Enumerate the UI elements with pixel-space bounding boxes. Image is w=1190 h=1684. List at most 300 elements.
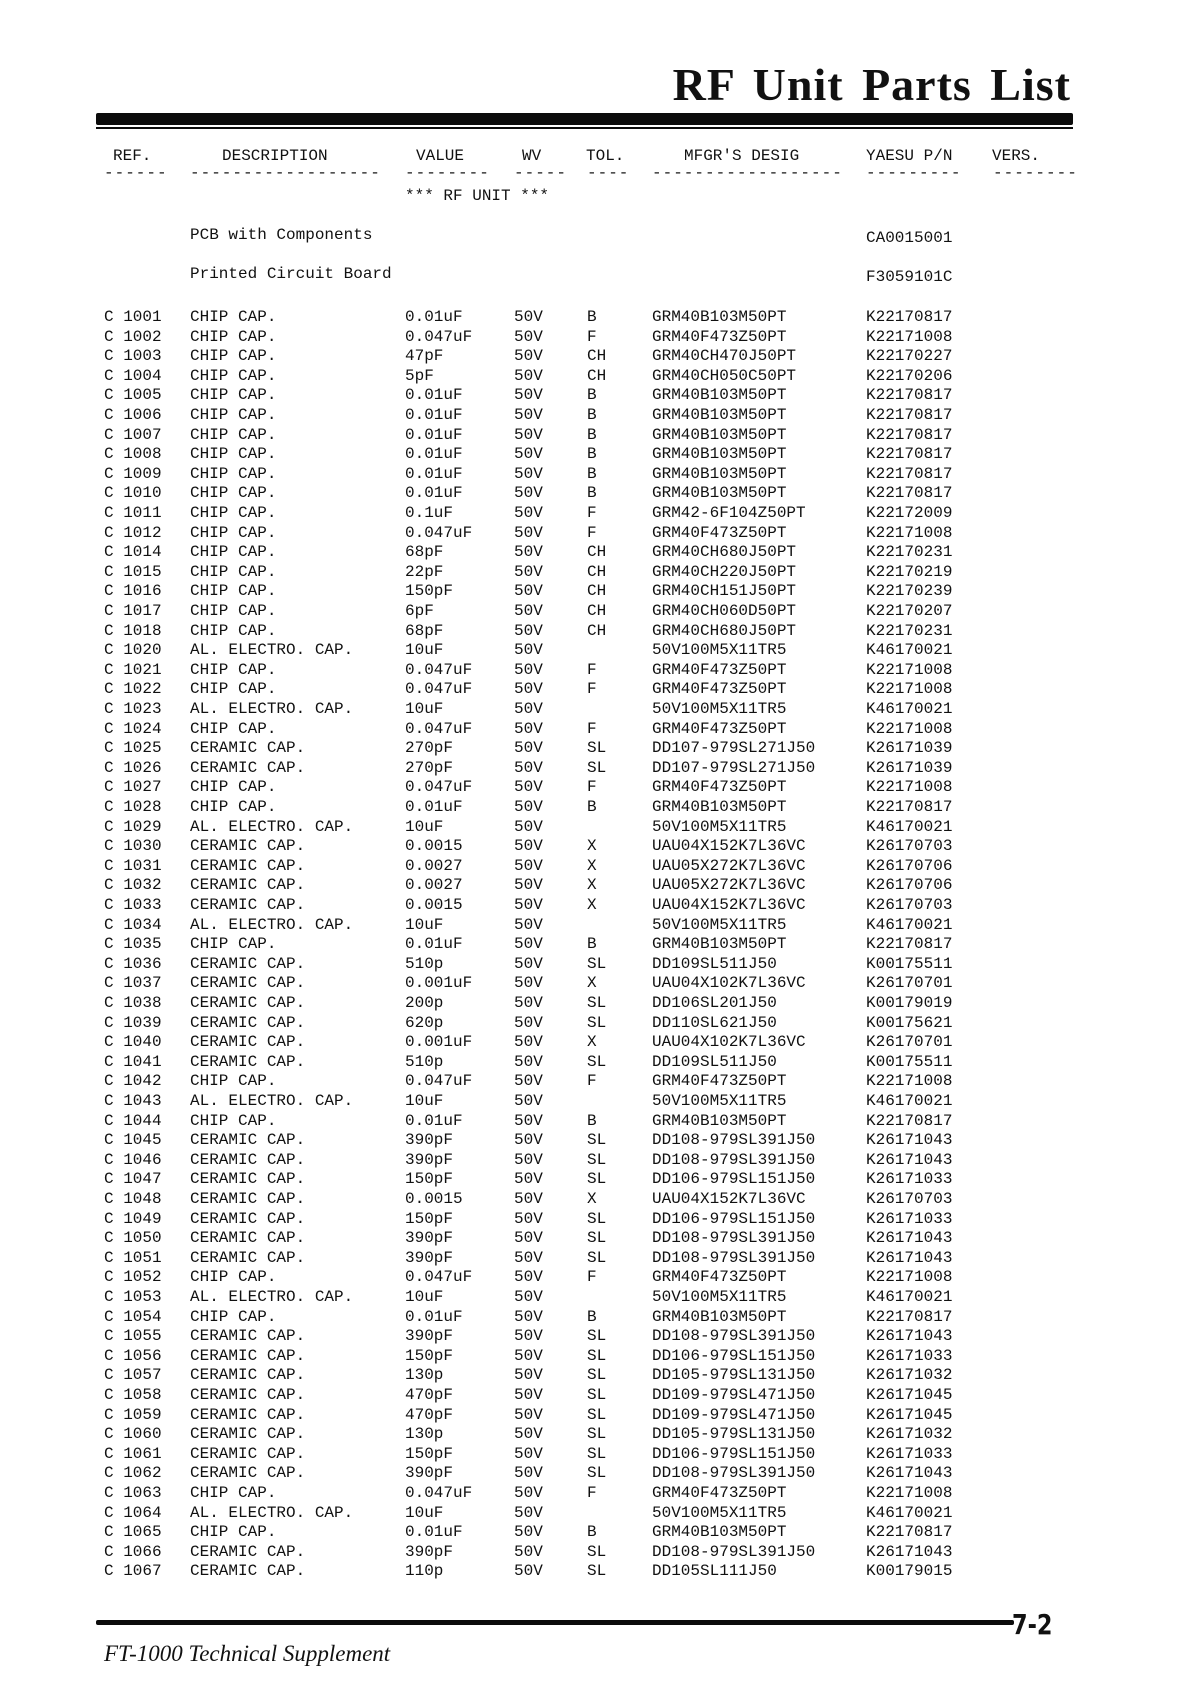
wv-cell: 50V (514, 1386, 543, 1404)
wv-cell: 50V (514, 700, 543, 718)
value-cell: 620p (405, 1013, 444, 1032)
wv-cell: 50V (514, 1092, 543, 1110)
description-cell: CERAMIC CAP. (190, 739, 306, 758)
value-cell: 110p (405, 1562, 444, 1581)
value-cell: 0.047uF (405, 660, 473, 679)
description-cell: CHIP CAP. (190, 1268, 277, 1287)
value-cell: 0.01uF (405, 1523, 463, 1542)
ref-cell: C 1040 (104, 1033, 162, 1052)
ref-cell: C 1005 (104, 386, 162, 405)
value-cell: 270pF (405, 739, 454, 758)
tol-cell: B (587, 935, 597, 954)
wv-cell: 50V (514, 915, 543, 934)
ref-cell: C 1058 (104, 1386, 162, 1404)
wv-cell: 50V (514, 954, 543, 973)
part-number-cell: K22170817 (866, 935, 953, 954)
ref-cell: C 1012 (104, 523, 162, 542)
ref-cell: C 1048 (104, 1190, 162, 1208)
tol-cell: CH (587, 366, 607, 385)
tol-cell: F (587, 778, 597, 797)
tol-cell: B (587, 445, 597, 464)
part-number-cell: K00179015 (866, 1562, 953, 1581)
wv-cell: 50V (514, 484, 543, 503)
ref-cell: C 1050 (104, 1229, 162, 1248)
description-cell: CHIP CAP. (190, 347, 277, 366)
tol-cell: B (587, 386, 597, 405)
wv-cell: 50V (514, 1444, 543, 1463)
wv-cell: 50V (514, 1170, 543, 1189)
description-cell: CERAMIC CAP. (190, 1248, 306, 1267)
tol-cell: F (587, 1268, 597, 1287)
dash-mfgr: ------------------ (652, 164, 843, 182)
value-cell: 150pF (405, 1346, 454, 1365)
ref-cell: C 1047 (104, 1170, 162, 1189)
ref-cell: C 1060 (104, 1425, 162, 1444)
part-number-cell: K26170703 (866, 896, 953, 914)
dash-version: -------- (993, 164, 1078, 182)
ref-cell: C 1011 (104, 504, 162, 522)
part-number-cell: K26171043 (866, 1464, 953, 1483)
value-cell: 0.01uF (405, 1307, 463, 1326)
wv-cell: 50V (514, 1072, 543, 1091)
wv-cell: 50V (514, 347, 543, 366)
dash-wv: ----- (514, 164, 568, 182)
mfgr-cell: GRM40B103M50PT (652, 1307, 787, 1326)
ref-cell: C 1017 (104, 602, 162, 620)
wv-cell: 50V (514, 660, 543, 679)
value-cell: 390pF (405, 1542, 454, 1561)
part-number-cell: K22170817 (866, 798, 953, 816)
tol-cell: CH (587, 562, 607, 581)
ref-cell: C 1027 (104, 778, 162, 797)
wv-cell: 50V (514, 1052, 543, 1071)
part-number-cell: K22170239 (866, 582, 953, 601)
part-number-cell: K26170706 (866, 876, 953, 895)
wv-cell: 50V (514, 739, 543, 758)
mfgr-cell: GRM40CH151J50PT (652, 582, 797, 601)
tol-cell: SL (587, 1013, 607, 1032)
value-cell: 0.01uF (405, 484, 463, 503)
tol-cell: SL (587, 1229, 607, 1248)
wv-cell: 50V (514, 974, 543, 993)
mfgr-cell: GRM40B103M50PT (652, 308, 787, 326)
value-cell: 470pF (405, 1386, 454, 1404)
tol-cell: F (587, 504, 597, 522)
mfgr-cell: UAU05X272K7L36VC (652, 876, 806, 895)
part-number-cell: K22170817 (866, 484, 953, 503)
part-number-cell: K26171033 (866, 1170, 953, 1189)
mfgr-cell: UAU04X152K7L36VC (652, 896, 806, 914)
mfgr-cell: DD106SL201J50 (652, 994, 777, 1012)
wv-cell: 50V (514, 1268, 543, 1287)
ref-cell: C 1034 (104, 915, 162, 934)
part-number-cell: K22170817 (866, 1523, 953, 1542)
wv-cell: 50V (514, 366, 543, 385)
value-cell: 150pF (405, 1209, 454, 1228)
value-cell: 68pF (405, 621, 444, 640)
description-cell: CERAMIC CAP. (190, 1190, 306, 1208)
mfgr-cell: GRM40F473Z50PT (652, 660, 787, 679)
part-number-cell: K22170207 (866, 602, 953, 620)
wv-cell: 50V (514, 1503, 543, 1522)
value-cell: 150pF (405, 582, 454, 601)
tol-cell: B (587, 308, 597, 326)
part-number-cell: K22171008 (866, 680, 953, 699)
part-number-cell: K00179019 (866, 994, 953, 1012)
board-part-number: F3059101C (866, 268, 953, 286)
part-number-cell: K26171033 (866, 1209, 953, 1228)
description-cell: CERAMIC CAP. (190, 1444, 306, 1463)
wv-cell: 50V (514, 1542, 543, 1561)
ref-cell: C 1028 (104, 798, 162, 816)
value-cell: 10uF (405, 1092, 444, 1110)
part-number-cell: K22171008 (866, 1072, 953, 1091)
dash-description: ------------------ (190, 164, 381, 182)
description-cell: CERAMIC CAP. (190, 954, 306, 973)
mfgr-cell: GRM40CH680J50PT (652, 543, 797, 562)
part-number-cell: K26171033 (866, 1346, 953, 1365)
description-cell: AL. ELECTRO. CAP. (190, 641, 354, 660)
ref-cell: C 1025 (104, 739, 162, 758)
description-cell: CHIP CAP. (190, 1072, 277, 1091)
value-cell: 6pF (405, 602, 434, 620)
description-cell: CHIP CAP. (190, 935, 277, 954)
section-label: *** RF UNIT *** (405, 187, 550, 205)
part-number-cell: K22170231 (866, 543, 953, 562)
part-number-cell: K26171043 (866, 1248, 953, 1267)
description-cell: CERAMIC CAP. (190, 1033, 306, 1052)
value-cell: 10uF (405, 1288, 444, 1306)
wv-cell: 50V (514, 1366, 543, 1385)
mfgr-cell: DD106-979SL151J50 (652, 1170, 816, 1189)
ref-cell: C 1064 (104, 1503, 162, 1522)
description-cell: CERAMIC CAP. (190, 1346, 306, 1365)
description-cell: CERAMIC CAP. (190, 1405, 306, 1424)
ref-cell: C 1046 (104, 1150, 162, 1169)
value-cell: 390pF (405, 1150, 454, 1169)
part-number-cell: K22170227 (866, 347, 953, 366)
mfgr-cell: DD108-979SL391J50 (652, 1229, 816, 1248)
value-cell: 0.0015 (405, 1190, 463, 1208)
wv-cell: 50V (514, 562, 543, 581)
wv-cell: 50V (514, 1229, 543, 1248)
description-cell: CHIP CAP. (190, 484, 277, 503)
ref-cell: C 1055 (104, 1327, 162, 1346)
ref-cell: C 1031 (104, 856, 162, 875)
wv-cell: 50V (514, 1405, 543, 1424)
part-number-cell: K22171008 (866, 660, 953, 679)
mfgr-cell: GRM40F473Z50PT (652, 1072, 787, 1091)
description-cell: CERAMIC CAP. (190, 1150, 306, 1169)
ref-cell: C 1035 (104, 935, 162, 954)
part-number-cell: K22170206 (866, 366, 953, 385)
part-number-cell: K00175511 (866, 954, 953, 973)
tol-cell: X (587, 974, 597, 993)
top-rule (96, 113, 1073, 125)
value-cell: 390pF (405, 1464, 454, 1483)
tol-cell: SL (587, 994, 607, 1012)
tol-cell: SL (587, 1170, 607, 1189)
mfgr-cell: UAU04X152K7L36VC (652, 1190, 806, 1208)
ref-cell: C 1021 (104, 660, 162, 679)
wv-cell: 50V (514, 719, 543, 738)
wv-cell: 50V (514, 1288, 543, 1306)
tol-cell: SL (587, 1425, 607, 1444)
mfgr-cell: DD109SL511J50 (652, 954, 777, 973)
mfgr-cell: 50V100M5X11TR5 (652, 1288, 787, 1306)
part-number-cell: K22171008 (866, 327, 953, 346)
mfgr-cell: GRM40B103M50PT (652, 406, 787, 424)
mfgr-cell: 50V100M5X11TR5 (652, 1503, 787, 1522)
wv-cell: 50V (514, 758, 543, 777)
dash-ref: ------ (104, 164, 168, 182)
ref-cell: C 1065 (104, 1523, 162, 1542)
description-cell: CERAMIC CAP. (190, 974, 306, 993)
ref-cell: C 1004 (104, 366, 162, 385)
part-number-cell: K22171008 (866, 523, 953, 542)
mfgr-cell: 50V100M5X11TR5 (652, 817, 787, 836)
part-number-cell: K46170021 (866, 641, 953, 660)
ref-cell: C 1049 (104, 1209, 162, 1228)
mfgr-cell: GRM40B103M50PT (652, 1111, 787, 1130)
tol-cell: X (587, 876, 597, 895)
description-cell: CERAMIC CAP. (190, 856, 306, 875)
value-cell: 390pF (405, 1248, 454, 1267)
dash-tol: ---- (587, 164, 630, 182)
description-cell: CHIP CAP. (190, 621, 277, 640)
mfgr-cell: DD108-979SL391J50 (652, 1131, 816, 1150)
tol-cell: B (587, 406, 597, 424)
tol-cell: X (587, 1033, 597, 1052)
part-number-cell: K26171039 (866, 758, 953, 777)
tol-cell: F (587, 523, 597, 542)
value-cell: 0.01uF (405, 308, 463, 326)
part-number-cell: K46170021 (866, 817, 953, 836)
description-cell: CHIP CAP. (190, 464, 277, 483)
part-number-cell: K22170219 (866, 562, 953, 581)
wv-cell: 50V (514, 778, 543, 797)
pcb-part-number: CA0015001 (866, 229, 953, 247)
wv-cell: 50V (514, 327, 543, 346)
ref-cell: C 1033 (104, 896, 162, 914)
part-number-cell: K22170817 (866, 308, 953, 326)
description-cell: AL. ELECTRO. CAP. (190, 700, 354, 718)
description-cell: CERAMIC CAP. (190, 1562, 306, 1581)
ref-cell: C 1039 (104, 1013, 162, 1032)
mfgr-cell: DD106-979SL151J50 (652, 1444, 816, 1463)
part-number-cell: K00175511 (866, 1052, 953, 1071)
ref-cell: C 1057 (104, 1366, 162, 1385)
wv-cell: 50V (514, 817, 543, 836)
part-number-cell: K22170817 (866, 425, 953, 444)
tol-cell: CH (587, 602, 607, 620)
ref-cell: C 1022 (104, 680, 162, 699)
wv-cell: 50V (514, 896, 543, 914)
description-cell: CERAMIC CAP. (190, 1542, 306, 1561)
description-cell: AL. ELECTRO. CAP. (190, 915, 354, 934)
description-cell: CERAMIC CAP. (190, 1052, 306, 1071)
mfgr-cell: DD109-979SL471J50 (652, 1405, 816, 1424)
tol-cell: B (587, 1523, 597, 1542)
wv-cell: 50V (514, 445, 543, 464)
value-cell: 0.01uF (405, 406, 463, 424)
top-rule-thin (96, 127, 1073, 129)
description-cell: CHIP CAP. (190, 798, 277, 816)
value-cell: 390pF (405, 1327, 454, 1346)
description-cell: AL. ELECTRO. CAP. (190, 1092, 354, 1110)
description-cell: CHIP CAP. (190, 1111, 277, 1130)
description-cell: CHIP CAP. (190, 1523, 277, 1542)
ref-cell: C 1054 (104, 1307, 162, 1326)
ref-cell: C 1018 (104, 621, 162, 640)
mfgr-cell: DD105-979SL131J50 (652, 1425, 816, 1444)
value-cell: 0.01uF (405, 425, 463, 444)
part-number-cell: K26171043 (866, 1327, 953, 1346)
mfgr-cell: GRM40B103M50PT (652, 798, 787, 816)
description-cell: CERAMIC CAP. (190, 896, 306, 914)
value-cell: 0.001uF (405, 974, 473, 993)
ref-cell: C 1006 (104, 406, 162, 424)
value-cell: 0.0027 (405, 876, 463, 895)
tol-cell: SL (587, 1150, 607, 1169)
tol-cell: SL (587, 1405, 607, 1424)
value-cell: 0.047uF (405, 1268, 473, 1287)
mfgr-cell: DD107-979SL271J50 (652, 758, 816, 777)
part-number-cell: K26171043 (866, 1131, 953, 1150)
wv-cell: 50V (514, 1209, 543, 1228)
ref-cell: C 1063 (104, 1484, 162, 1502)
description-cell: CHIP CAP. (190, 504, 277, 522)
mfgr-cell: 50V100M5X11TR5 (652, 641, 787, 660)
wv-cell: 50V (514, 1013, 543, 1032)
ref-cell: C 1003 (104, 347, 162, 366)
tol-cell: F (587, 660, 597, 679)
value-cell: 0.047uF (405, 1484, 473, 1502)
mfgr-cell: UAU04X102K7L36VC (652, 1033, 806, 1052)
tol-cell: CH (587, 543, 607, 562)
ref-cell: C 1014 (104, 543, 162, 562)
wv-cell: 50V (514, 1464, 543, 1483)
mfgr-cell: DD108-979SL391J50 (652, 1464, 816, 1483)
description-cell: CHIP CAP. (190, 327, 277, 346)
mfgr-cell: DD105-979SL131J50 (652, 1366, 816, 1385)
wv-cell: 50V (514, 876, 543, 895)
description-cell: AL. ELECTRO. CAP. (190, 1503, 354, 1522)
wv-cell: 50V (514, 602, 543, 620)
ref-cell: C 1015 (104, 562, 162, 581)
part-number-cell: K26170703 (866, 837, 953, 856)
tol-cell: F (587, 327, 597, 346)
tol-cell: SL (587, 954, 607, 973)
value-cell: 0.01uF (405, 798, 463, 816)
wv-cell: 50V (514, 798, 543, 816)
tol-cell: SL (587, 1346, 607, 1365)
part-number-cell: K00175621 (866, 1013, 953, 1032)
value-cell: 270pF (405, 758, 454, 777)
value-cell: 390pF (405, 1131, 454, 1150)
mfgr-cell: GRM40B103M50PT (652, 445, 787, 464)
wv-cell: 50V (514, 680, 543, 699)
ref-cell: C 1037 (104, 974, 162, 993)
part-number-cell: K22170817 (866, 406, 953, 424)
value-cell: 22pF (405, 562, 444, 581)
part-number-cell: K22170231 (866, 621, 953, 640)
part-number-cell: K22171008 (866, 1484, 953, 1502)
value-cell: 10uF (405, 817, 444, 836)
col-header-description: DESCRIPTION (222, 147, 328, 165)
mfgr-cell: DD105SL111J50 (652, 1562, 777, 1581)
ref-cell: C 1059 (104, 1405, 162, 1424)
part-number-cell: K46170021 (866, 1092, 953, 1110)
tol-cell: X (587, 1190, 597, 1208)
value-cell: 470pF (405, 1405, 454, 1424)
wv-cell: 50V (514, 1425, 543, 1444)
tol-cell: X (587, 896, 597, 914)
wv-cell: 50V (514, 406, 543, 424)
value-cell: 0.01uF (405, 464, 463, 483)
part-number-cell: K26171043 (866, 1150, 953, 1169)
description-cell: CHIP CAP. (190, 660, 277, 679)
description-cell: CERAMIC CAP. (190, 1425, 306, 1444)
tol-cell: SL (587, 758, 607, 777)
tol-cell: B (587, 1307, 597, 1326)
value-cell: 10uF (405, 641, 444, 660)
tol-cell: SL (587, 1052, 607, 1071)
value-cell: 0.0015 (405, 896, 463, 914)
value-cell: 0.1uF (405, 504, 454, 522)
col-header-mfgr: MFGR'S DESIG (684, 147, 800, 165)
mfgr-cell: 50V100M5X11TR5 (652, 915, 787, 934)
mfgr-cell: GRM40F473Z50PT (652, 523, 787, 542)
tol-cell: SL (587, 1444, 607, 1463)
tol-cell: CH (587, 582, 607, 601)
ref-cell: C 1001 (104, 308, 162, 326)
mfgr-cell: UAU05X272K7L36VC (652, 856, 806, 875)
mfgr-cell: DD108-979SL391J50 (652, 1150, 816, 1169)
description-cell: AL. ELECTRO. CAP. (190, 1288, 354, 1306)
pcb-description: PCB with Components (190, 226, 373, 244)
description-cell: CHIP CAP. (190, 602, 277, 620)
value-cell: 68pF (405, 543, 444, 562)
ref-cell: C 1051 (104, 1248, 162, 1267)
part-number-cell: K26171045 (866, 1405, 953, 1424)
wv-cell: 50V (514, 1248, 543, 1267)
tol-cell: SL (587, 1542, 607, 1561)
part-number-cell: K26171045 (866, 1386, 953, 1404)
wv-cell: 50V (514, 1131, 543, 1150)
dash-part-number: --------- (866, 164, 962, 182)
mfgr-cell: GRM40B103M50PT (652, 1523, 787, 1542)
description-cell: CHIP CAP. (190, 425, 277, 444)
tol-cell: SL (587, 1562, 607, 1581)
ref-cell: C 1067 (104, 1562, 162, 1581)
description-cell: CHIP CAP. (190, 1307, 277, 1326)
mfgr-cell: GRM40F473Z50PT (652, 719, 787, 738)
wv-cell: 50V (514, 1033, 543, 1052)
wv-cell: 50V (514, 308, 543, 326)
mfgr-cell: DD109SL511J50 (652, 1052, 777, 1071)
mfgr-cell: GRM40CH680J50PT (652, 621, 797, 640)
mfgr-cell: DD108-979SL391J50 (652, 1248, 816, 1267)
ref-cell: C 1042 (104, 1072, 162, 1091)
col-header-tol: TOL. (586, 147, 625, 165)
mfgr-cell: GRM40B103M50PT (652, 425, 787, 444)
part-number-cell: K22170817 (866, 445, 953, 464)
ref-cell: C 1062 (104, 1464, 162, 1483)
wv-cell: 50V (514, 837, 543, 856)
part-number-cell: K46170021 (866, 1288, 953, 1306)
wv-cell: 50V (514, 1523, 543, 1542)
